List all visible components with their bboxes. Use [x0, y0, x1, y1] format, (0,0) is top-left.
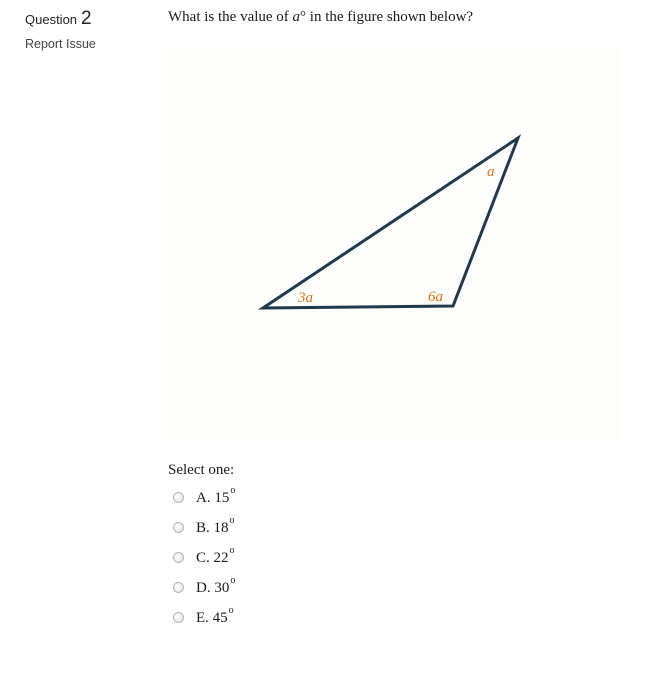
option-value: 15 [214, 489, 230, 506]
option-label [196, 514, 235, 537]
question-label [25, 8, 145, 30]
radio-button[interactable] [173, 492, 184, 503]
option-b[interactable] [173, 512, 235, 542]
option-letter: C. [196, 549, 210, 566]
radio-button[interactable] [173, 612, 184, 623]
answer-options [173, 482, 235, 632]
question-prefix: What is the value of [168, 9, 293, 25]
option-value: 30 [214, 579, 230, 596]
question-degree: ° [300, 9, 307, 25]
question-variable: a [292, 9, 301, 25]
option-a[interactable] [173, 482, 235, 512]
option-value: 22 [213, 549, 229, 566]
option-label [196, 604, 234, 627]
option-letter: E. [196, 609, 209, 626]
radio-button[interactable] [173, 552, 184, 563]
option-label [196, 574, 236, 597]
option-letter: B. [196, 519, 210, 536]
radio-button[interactable] [173, 522, 184, 533]
option-value: 18 [213, 519, 229, 536]
radio-button[interactable] [173, 582, 184, 593]
degree-mark: o [230, 574, 236, 586]
option-letter: A. [196, 489, 211, 506]
angle-label-a: a [487, 164, 495, 180]
option-label [196, 544, 235, 567]
triangle-diagram [168, 48, 618, 440]
degree-mark: o [230, 484, 236, 496]
question-suffix: in the figure shown below? [306, 9, 474, 25]
angle-label-6a: 6a [428, 289, 443, 305]
degree-mark: o [229, 544, 235, 556]
report-issue-link[interactable]: Report Issue [25, 37, 96, 51]
angle-label-3a: 3a [298, 290, 313, 306]
triangle-shape [263, 138, 518, 308]
degree-mark: o [228, 604, 234, 616]
select-one-prompt: Select one: [168, 462, 235, 478]
degree-mark: o [229, 514, 235, 526]
question-text [168, 9, 473, 26]
option-e[interactable] [173, 602, 235, 632]
option-c[interactable] [173, 542, 235, 572]
question-number: 2 [81, 8, 92, 29]
option-label [196, 484, 236, 507]
option-letter: D. [196, 579, 211, 596]
question-word: Question [25, 12, 78, 27]
option-d[interactable] [173, 572, 235, 602]
question-sidebar [25, 8, 145, 51]
triangle-figure [168, 48, 618, 440]
option-value: 45 [212, 609, 228, 626]
